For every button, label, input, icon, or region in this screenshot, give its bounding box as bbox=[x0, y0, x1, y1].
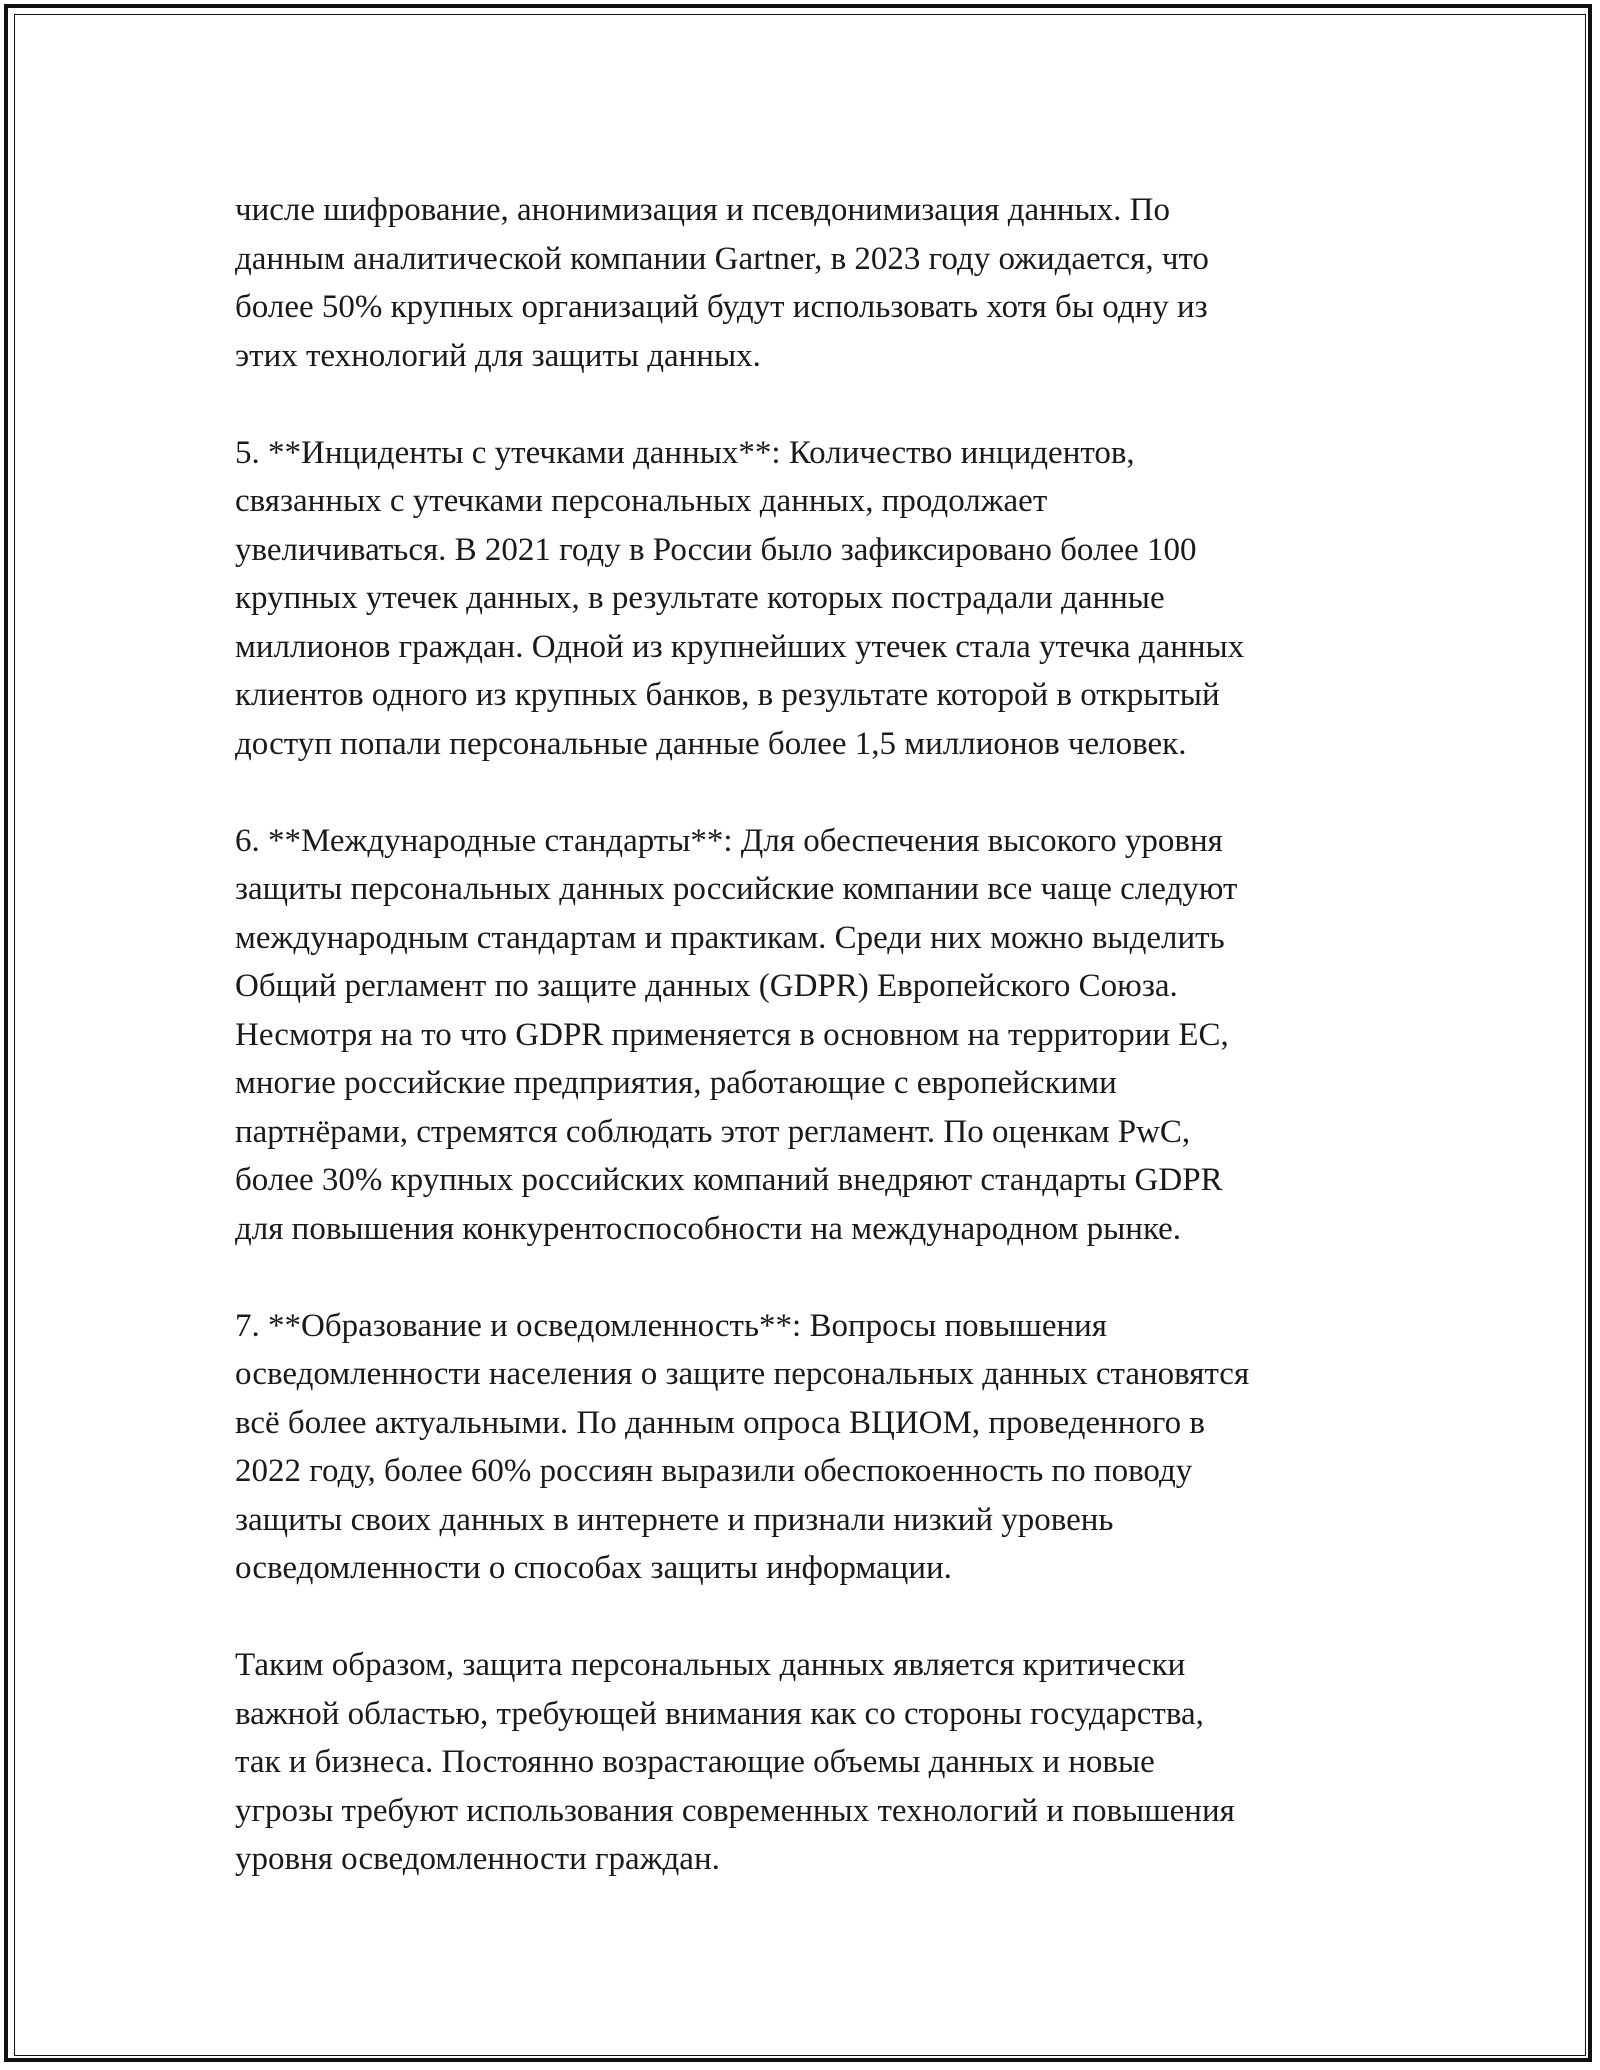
text-line: важной областью, требующей внимания как со стороны государства, bbox=[235, 1695, 1204, 1732]
text-line: 2022 году, более 60% россиян выразили обеспокоенность по поводу bbox=[235, 1453, 1193, 1489]
text-line: более 30% крупных российских компаний внедряют стандарты GDPR bbox=[235, 1162, 1223, 1198]
text-line: числе шифрование, анонимизация и псевдонимизация данных. По bbox=[235, 192, 1170, 228]
text-line: Несмотря на то что GDPR применяется в основном на территории ЕС, bbox=[235, 1016, 1229, 1053]
text-line: данным аналитической компании Gartner, в 2023 году ожидается, что bbox=[235, 240, 1209, 277]
text-line: миллионов граждан. Одной из крупнейших утечек стала утечка данных bbox=[235, 628, 1245, 665]
text-line: многие российские предприятия, работающие с европейскими bbox=[235, 1065, 1117, 1101]
text-line: крупных утечек данных, в результате которых пострадали данные bbox=[235, 580, 1165, 616]
text-line: Таким образом, защита персональных данных является критически bbox=[235, 1647, 1186, 1683]
text-line: осведомленности о способах защиты информации. bbox=[235, 1550, 952, 1586]
text-line: так и бизнеса. Постоянно возрастающие объемы данных и новые bbox=[235, 1744, 1155, 1780]
text-line: этих технологий для защиты данных. bbox=[235, 337, 761, 374]
paragraph-item-5 bbox=[235, 429, 1385, 769]
text-line: всё более актуальными. По данным опроса ВЦИОМ, проведенного в bbox=[235, 1404, 1205, 1441]
text-line: для повышения конкурентоспособности на международном рынке. bbox=[235, 1210, 1182, 1247]
text-line: доступ попали персональные данные более 1,5 миллионов человек. bbox=[235, 725, 1187, 762]
text-line: связанных с утечками персональных данных, продолжает bbox=[235, 483, 1048, 519]
text-line: защиты персональных данных российские компании все чаще следуют bbox=[235, 871, 1238, 907]
paragraph-item-6 bbox=[235, 817, 1385, 1254]
text-line: Общий регламент по защите данных (GDPR) Европейского Союза. bbox=[235, 968, 1178, 1004]
text-line: осведомленности населения о защите персональных данных становятся bbox=[235, 1356, 1250, 1392]
paragraph-conclusion bbox=[235, 1641, 1385, 1884]
paragraph-item-7 bbox=[235, 1302, 1385, 1593]
text-line: угрозы требуют использования современных технологий и повышения bbox=[235, 1792, 1235, 1829]
text-line: защиты своих данных в интернете и признали низкий уровень bbox=[235, 1501, 1114, 1538]
text-line: увеличиваться. В 2021 году в России было зафиксировано более 100 bbox=[235, 531, 1197, 568]
text-line: 5. **Инциденты с утечками данных**: Количество инцидентов, bbox=[235, 434, 1135, 471]
text-line: международным стандартам и практикам. Среди них можно выделить bbox=[235, 919, 1225, 956]
text-line: партнёрами, стремятся соблюдать этот регламент. По оценкам PwC, bbox=[235, 1113, 1191, 1150]
text-line: более 50% крупных организаций будут использовать хотя бы одну из bbox=[235, 289, 1208, 325]
text-line: клиентов одного из крупных банков, в результате которой в открытый bbox=[235, 677, 1220, 713]
paragraph-intro-continuation bbox=[235, 186, 1385, 380]
text-line: уровня осведомленности граждан. bbox=[235, 1841, 720, 1877]
document-body bbox=[235, 186, 1385, 1932]
text-line: 7. **Образование и осведомленность**: Вопросы повышения bbox=[235, 1307, 1107, 1344]
text-line: 6. **Международные стандарты**: Для обеспечения высокого уровня bbox=[235, 822, 1223, 859]
